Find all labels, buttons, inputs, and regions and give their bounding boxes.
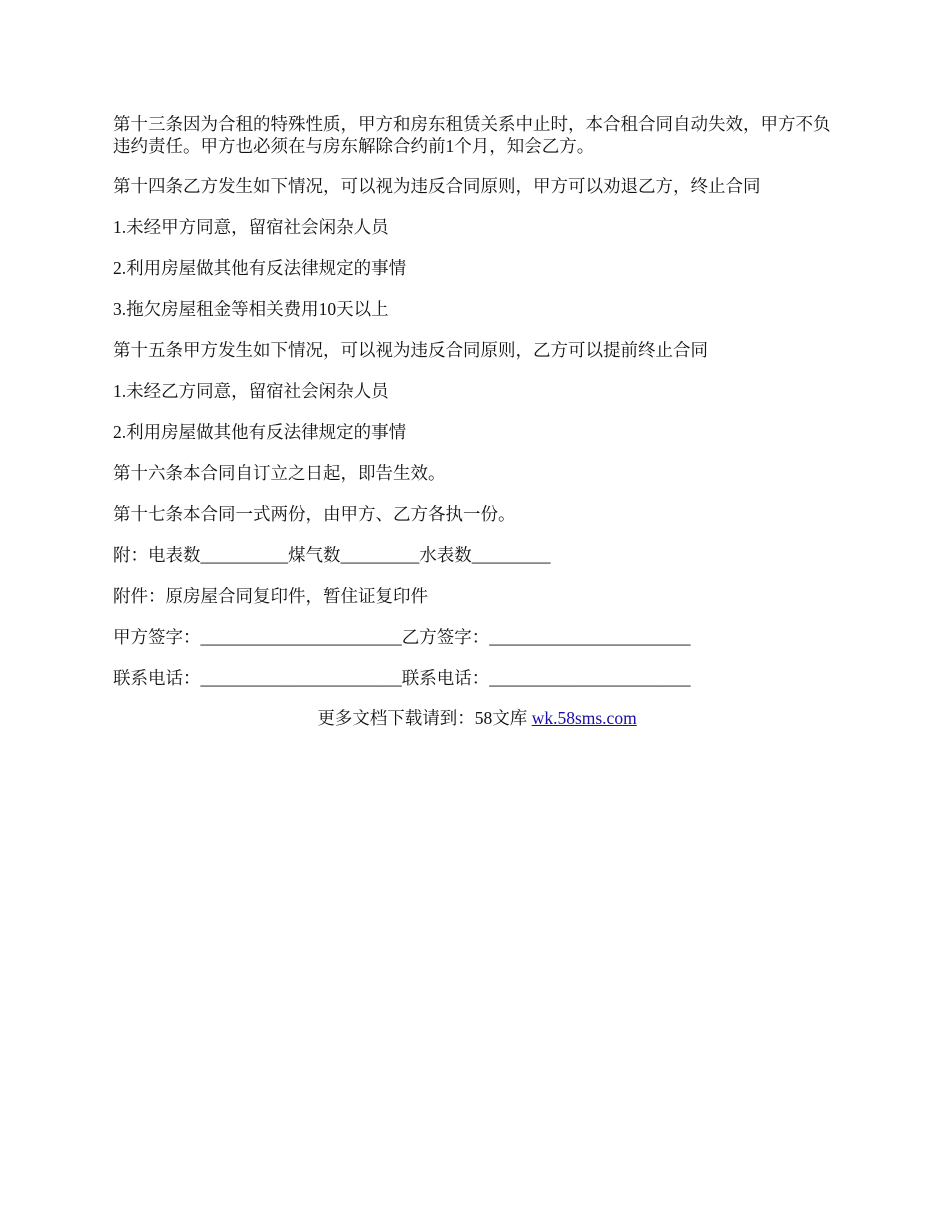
clause-13: 第十三条因为合租的特殊性质，甲方和房东租赁关系中止时，本合租合同自动失效，甲方不负违约责任。甲方也必须在与房东解除合约前1个月，知会乙方。 bbox=[113, 114, 831, 156]
attachments: 附件：原房屋合同复印件，暂住证复印件 bbox=[113, 586, 428, 606]
clause-14-item-3: 3.拖欠房屋租金等相关费用10天以上 bbox=[113, 299, 389, 319]
clause-14: 第十四条乙方发生如下情况，可以视为违反合同原则，甲方可以劝退乙方，终止合同 bbox=[113, 176, 761, 196]
clause-16: 第十六条本合同自订立之日起，即告生效。 bbox=[113, 463, 446, 483]
clause-14-item-2: 2.利用房屋做其他有反法律规定的事情 bbox=[113, 258, 407, 278]
clause-15: 第十五条甲方发生如下情况，可以视为违反合同原则，乙方可以提前终止合同 bbox=[113, 340, 708, 360]
clause-15-item-2: 2.利用房屋做其他有反法律规定的事情 bbox=[113, 422, 407, 442]
phone-line: 联系电话：_______________________联系电话：_______________________ bbox=[113, 668, 691, 688]
footer-link[interactable]: wk.58sms.com bbox=[531, 708, 637, 728]
document-body bbox=[113, 113, 841, 729]
meter-readings: 附：电表数__________煤气数_________水表数_________ bbox=[113, 545, 551, 565]
clause-14-item-1: 1.未经甲方同意，留宿社会闲杂人员 bbox=[113, 217, 389, 237]
download-footer bbox=[113, 707, 841, 729]
clause-17: 第十七条本合同一式两份，由甲方、乙方各执一份。 bbox=[113, 504, 516, 524]
clause-15-item-1: 1.未经乙方同意，留宿社会闲杂人员 bbox=[113, 381, 389, 401]
footer-text: 更多文档下载请到：58文库 bbox=[317, 708, 532, 728]
signature-line: 甲方签字：_______________________乙方签字：_______________________ bbox=[113, 627, 691, 647]
